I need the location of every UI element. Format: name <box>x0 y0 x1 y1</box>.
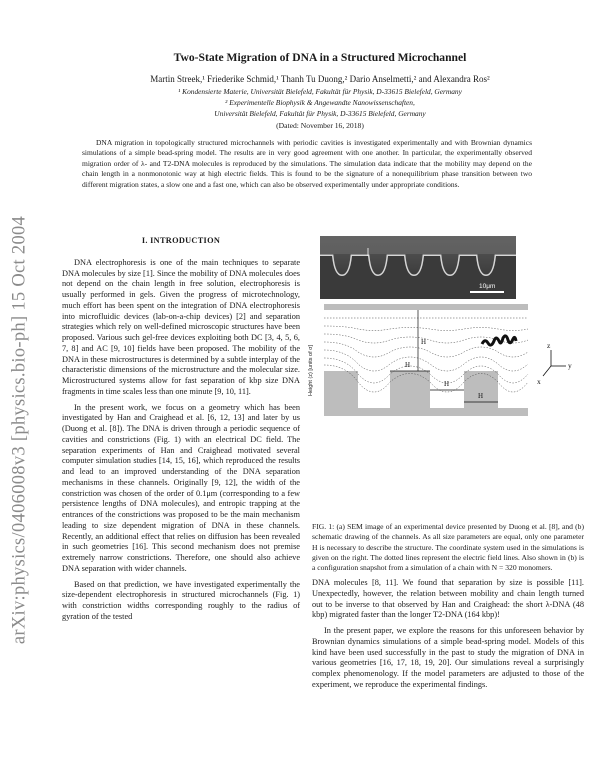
axis-z: z <box>547 341 551 350</box>
section-heading: I. INTRODUCTION <box>141 236 221 245</box>
dim-label-h3: H <box>444 380 450 388</box>
paragraph: Based on that prediction, we have investigated experimentally the size-dependent electrophoresis in structured microchannels (Fig. 1) with constriction widths corresponding roughly to the radius of gyration of the tested <box>62 579 300 621</box>
paragraph: DNA electrophoresis is one of the main techniques to separate DNA molecules by size [1]. Since the mobility of DNA molecules does not depend on the chain length in free solution, electrophoresis is usually performed in gels. Given the progress of microtechnology, much effort has been spent on the integration of DNA electrophoresis into microfluidic devices (lab-on-a-chip devices) [2] and separation strategies which rely on well-defined microscopic structures have been proposed. Various such gel-free devices exploiting both DC [3, 4, 5, 6, 7, 8] and AC [9, 10] fields have been proposed. The mobility of the DNA in these microstructures is determined by a subtle interplay of the characteristic dimensions of the microstructure and the molecular size. Microstructured systems allow for fast separation of kbp size DNA fragments in time scales less than one minute [9, 10, 11]. <box>62 257 300 396</box>
figure-caption: FIG. 1: (a) SEM image of an experimental device presented by Duong et al. [8], and (b) schematic drawing of the channels. As all size parameters are equal, only one parameter H is necessary to describe the structure. The coordinate system used in the simulations is given on the right. The dotted lines represent the electric field lines. Also shown in (b) is a configuration snapshot from a simulation of a chain with N = 320 monomers. <box>312 522 584 573</box>
y-axis-label: Height (z) [units of σ] <box>308 344 314 396</box>
arxiv-stamp: arXiv:physics/0406008v3 [physics.bio-ph] 15 Oct 2004 <box>9 215 30 645</box>
coordinate-axes <box>543 350 566 376</box>
paper-title: Two-State Migration of DNA in a Structured Microchannel <box>173 51 467 64</box>
sem-image <box>320 236 516 299</box>
paragraph: DNA molecules [8, 11]. We found that separation by size is possible [11]. Unexpectedly, however, the relation between mobility and chain length turned out to be inverse to that observed by Han and Craighead: the short λ-DNA (48 kbp) migrated faster than the longer T2-DNA (164 kbp)! <box>312 578 584 620</box>
author-list: Martin Streek,¹ Friederike Schmid,¹ Thanh Tu Duong,² Dario Anselmetti,² and Alexandra Ros² <box>150 74 490 84</box>
dim-label-h4: H <box>478 392 484 400</box>
dim-label-h1: H <box>421 338 427 346</box>
affiliation-3: Universität Bielefeld, Fakultät für Physik, D-33615 Bielefeld, Germany <box>214 109 426 118</box>
axis-x: x <box>537 377 541 386</box>
dim-label-h2: H <box>405 361 411 369</box>
paragraph: In the present work, we focus on a geometry which has been investigated by Han and Craighead et al. [6, 12, 13] and later by us (Duong et al. [8]). The DNA is driven through a periodic sequence of cavities and constrictions (Fig. 1) with an electrical DC field. The separation experiments of Han and Craighead motivated several computer simulation studies [14, 15, 16], which reproduced the results and lead to an improved understanding of the DNA separation mechanisms in these channels. Originally [9, 12], the width of the constriction was chosen of the order of 0.1μm (corresponding to a few persistence lengths of DNA molecules), and entropic trapping at the entrances of the constrictions was proposed to be the main mechanism leading to size dependent migration of DNA in these channels. Recently, an additional effect that relies on diffusion has been revealed in such geometries [16]. This second mechanism does not premise extremely narrow constrictions. Therefore, one should also achieve DNA separation with wider channels. <box>62 402 300 573</box>
affiliation-2: ² Experimentelle Biophysik & Angewandte Nanowissenschaften, <box>225 98 415 107</box>
abstract: DNA migration in topologically structured microchannels with periodic cavities is investigated experimentally and with Brownian dynamics simulations of a simple bead-spring model. The results are in very good agreement with one another. In particular, the experimentally observed migration order of λ- and T2-DNA molecules is reproduced by the simulations. The simulation data indicate that the mobility may depend on the chain length in a nonmonotonic way at high electric fields. This is found to be the signature of a nonequilibrium phase transition between two different migration states, a slow one and a fast one, which can also be observed experimentally under appropriate conditions. <box>82 138 532 189</box>
axis-y: y <box>568 361 572 370</box>
date-line: (Dated: November 16, 2018) <box>276 121 364 130</box>
left-column <box>62 236 300 628</box>
affiliation-1: ¹ Kondensierte Materie, Universität Bielefeld, Fakultät für Physik, D-33615 Bielefeld, Germany <box>178 87 462 96</box>
paragraph: In the present paper, we explore the reasons for this unforeseen behavior by Brownian dynamics simulations of a simple bead-spring model. Models of this kind have been used successfully in the past to study the migration of DNA in various geometries [16, 17, 18, 19, 20]. Our simulations reveal a surprisingly complex phenomenology. If the model parameters are adjusted to those of the experiment, we reproduce the experimental findings. <box>312 626 584 689</box>
scale-bar-label: 10μm <box>479 283 496 290</box>
right-column <box>312 578 584 696</box>
figure-1 <box>306 236 584 511</box>
figure-1-graphic <box>306 236 584 511</box>
channel-schematic <box>324 304 528 416</box>
